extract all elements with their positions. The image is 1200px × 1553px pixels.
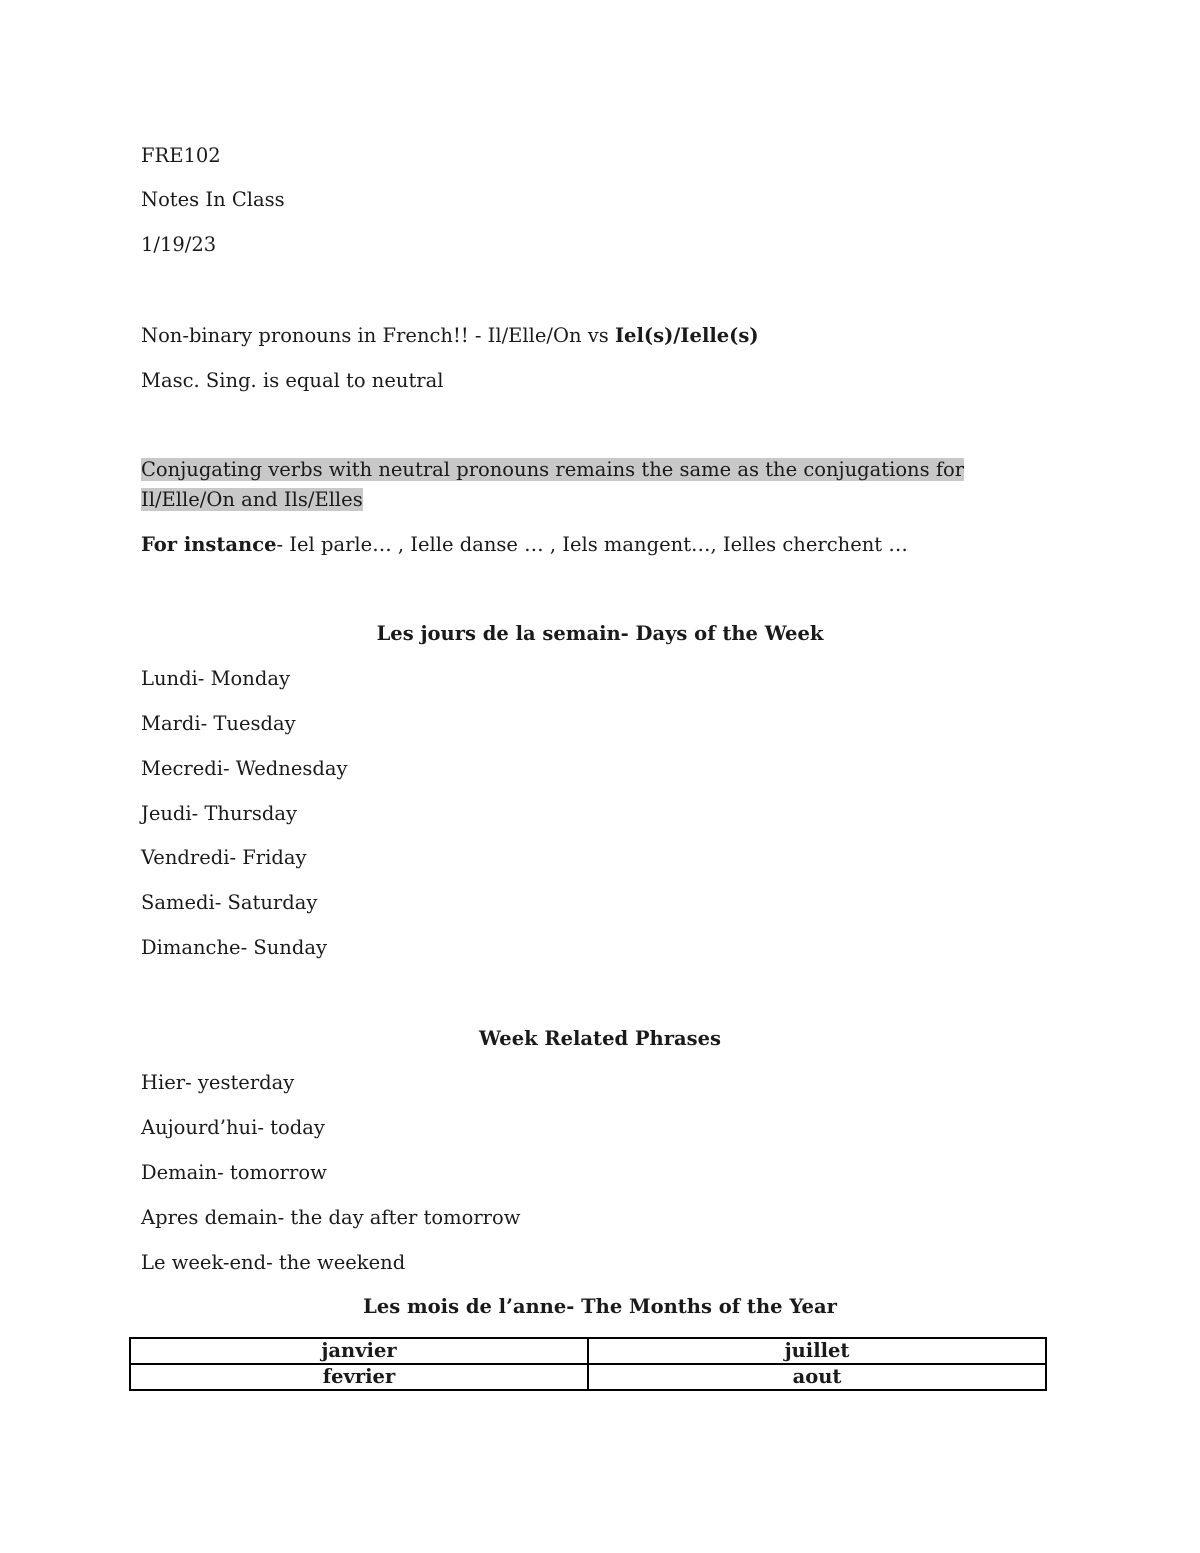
example-text: - Iel parle… , Ielle danse … , Iels mangent…, Ielles cherchent … (276, 533, 908, 556)
phrase-item: Demain- tomorrow (141, 1161, 327, 1184)
day-item: Dimanche- Sunday (141, 936, 327, 959)
months-heading: Les mois de l’anne- The Months of the Year (363, 1295, 837, 1318)
example-label: For instance (141, 533, 277, 556)
example-line (141, 530, 908, 560)
conjugation-paragraph (141, 455, 1061, 515)
day-item: Lundi- Monday (141, 667, 290, 690)
table-row (130, 1338, 1046, 1364)
day-item: Mardi- Tuesday (141, 712, 296, 735)
notes-subtitle: Notes In Class (141, 188, 285, 211)
conjugation-highlight: Conjugating verbs with neutral pronouns remains the same as the conjugations for Il/Elle/On and Ils/Elles (141, 458, 965, 511)
table-row (130, 1364, 1046, 1390)
phrase-item: Hier- yesterday (141, 1071, 295, 1094)
phrase-item: Apres demain- the day after tomorrow (141, 1206, 521, 1229)
table-cell: aout (588, 1364, 1046, 1390)
day-item: Mecredi- Wednesday (141, 757, 348, 780)
months-table (129, 1337, 1047, 1391)
week-phrases-heading: Week Related Phrases (478, 1027, 722, 1050)
phrase-item: Le week-end- the weekend (141, 1251, 406, 1274)
pronouns-note: Masc. Sing. is equal to neutral (141, 369, 444, 392)
pronouns-line-text: Non-binary pronouns in French!! - Il/Elle/On vs (141, 324, 615, 347)
course-code: FRE102 (141, 144, 221, 167)
day-item: Vendredi- Friday (141, 846, 307, 869)
table-cell: fevrier (130, 1364, 588, 1390)
table-cell: janvier (130, 1338, 588, 1364)
pronouns-line (141, 321, 759, 351)
days-heading: Les jours de la semain- Days of the Week (376, 622, 824, 645)
day-item: Samedi- Saturday (141, 891, 318, 914)
day-item: Jeudi- Thursday (141, 802, 297, 825)
phrase-item: Aujourd’hui- today (141, 1116, 325, 1139)
table-cell: juillet (588, 1338, 1046, 1364)
pronouns-line-bold: Iel(s)/Ielle(s) (614, 324, 759, 347)
notes-date: 1/19/23 (141, 233, 217, 256)
